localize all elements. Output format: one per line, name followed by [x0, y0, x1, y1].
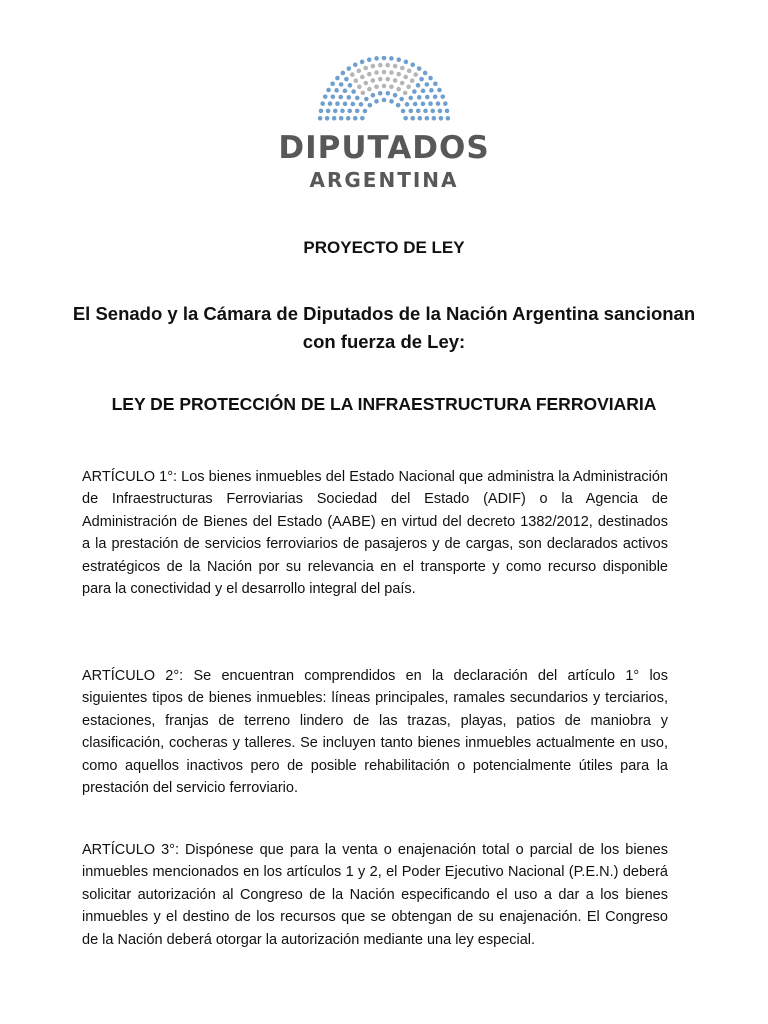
seat-dot [359, 102, 364, 107]
seat-dot [330, 81, 335, 86]
seat-dot [399, 97, 404, 102]
seat-dot [439, 116, 444, 121]
seat-dot [410, 78, 415, 83]
chamber-seats-icon [304, 56, 464, 124]
seat-dot [446, 116, 451, 121]
seat-dot [335, 76, 340, 81]
seat-dot [360, 75, 365, 80]
seat-dot [385, 77, 390, 82]
seat-dot [374, 99, 379, 104]
seat-dot [382, 98, 387, 103]
seat-dot [417, 66, 422, 71]
seat-dot [367, 87, 372, 92]
seat-dot [351, 89, 356, 94]
seat-dot [353, 116, 358, 121]
seat-dot [355, 109, 360, 114]
seat-dot [328, 101, 333, 106]
seat-dot [396, 57, 401, 62]
law-title: LEY DE PROTECCIÓN DE LA INFRAESTRUCTURA FERROVIARIA [111, 394, 657, 414]
seat-dot [410, 116, 415, 121]
seat-dot [335, 101, 340, 106]
seat-dot [339, 82, 344, 87]
seat-dot [361, 91, 366, 96]
seat-dot [346, 95, 351, 100]
seat-dot [343, 89, 348, 94]
seat-dot [423, 71, 428, 76]
seat-dot [353, 63, 358, 68]
seat-dot [389, 84, 394, 89]
seat-dot [396, 103, 401, 108]
seat-dot [355, 96, 360, 101]
seat-dot [416, 83, 421, 88]
seat-dot [346, 116, 351, 121]
document-title: PROYECTO DE LEY [303, 238, 465, 257]
seat-dot [374, 56, 379, 61]
seat-dot [405, 102, 410, 107]
seat-dot [378, 77, 383, 82]
seat-dot [367, 72, 372, 77]
seat-dot [421, 89, 426, 94]
seat-dot [430, 109, 435, 114]
seat-dot [413, 102, 418, 107]
seat-dot [438, 109, 443, 114]
seat-dot [403, 75, 408, 80]
seat-dot [406, 84, 411, 89]
seat-dot [378, 63, 383, 68]
seat-dot [400, 81, 405, 86]
seat-dot [428, 101, 433, 106]
seat-dot [443, 101, 448, 106]
seat-dot [364, 97, 369, 102]
seat-dot [413, 72, 418, 77]
article-2: ARTÍCULO 2°: Se encuentran comprendidos en la declaración del artículo 1° los siguientes tipos de bienes inmuebles: líneas principales, ramales secundarios y terciarios, estaciones, franjas de terreno lindero de las trazas, playas, patios de maniobra y clasificación, cocheras y talleres. Se incluyen tanto bienes inmuebles actualmente en uso, como aquellos inactivos pero de posible rehabilitación o potencialmente útiles para la prestación del servicio ferroviario. [82, 667, 668, 796]
seat-dot [423, 109, 428, 114]
seat-dot [393, 78, 398, 83]
seat-dot [326, 88, 331, 93]
seat-dot [419, 77, 424, 82]
seat-dot [333, 109, 338, 114]
seat-dot [371, 93, 376, 98]
seat-dot [347, 109, 352, 114]
seat-dot [323, 94, 328, 99]
seat-dot [382, 70, 387, 75]
seat-dot [347, 66, 352, 71]
seat-dot [428, 76, 433, 81]
seat-dot [371, 64, 376, 69]
seat-dot [429, 88, 434, 93]
seat-dot [403, 91, 408, 96]
seat-dot [407, 69, 412, 74]
logo-wordmark-argentina: ARGENTINA [309, 168, 459, 192]
seat-dot [389, 70, 394, 75]
seat-dot [389, 99, 394, 104]
seat-dot [367, 57, 372, 62]
seat-dot [437, 88, 442, 93]
seat-dot [432, 116, 437, 121]
seat-dot [363, 109, 368, 114]
seat-dot [339, 116, 344, 121]
seat-dot [396, 87, 401, 92]
seat-dot [319, 109, 324, 114]
seat-dot [382, 84, 387, 89]
seat-dot [417, 95, 422, 100]
seat-dot [400, 66, 405, 71]
seat-dot [396, 72, 401, 77]
seat-dot [408, 109, 413, 114]
seat-dot [357, 84, 362, 89]
seat-dot [360, 60, 365, 65]
seat-dot [343, 102, 348, 107]
seat-dot [340, 109, 345, 114]
seat-dot [341, 71, 346, 76]
seat-dot [320, 101, 325, 106]
seat-dot [404, 60, 409, 65]
seat-dot [425, 95, 430, 100]
seat-dot [403, 116, 408, 121]
seat-dot [378, 91, 383, 96]
seat-dot [408, 96, 413, 101]
seat-dot [410, 63, 415, 68]
seat-dot [344, 77, 349, 82]
seat-dot [382, 56, 387, 60]
logo-wordmark-diputados: DIPUTADOS [278, 130, 490, 166]
seat-dot [326, 109, 331, 114]
seat-dot [318, 116, 323, 121]
seat-dot [364, 81, 369, 86]
seat-dot [338, 95, 343, 100]
seat-dot [354, 78, 359, 83]
diputados-argentina-logo [0, 50, 768, 200]
seat-dot [445, 109, 450, 114]
seat-dot [356, 69, 361, 74]
seat-dot [351, 102, 356, 107]
seat-dot [332, 116, 337, 121]
seat-dot [440, 94, 445, 99]
seat-dot [368, 103, 373, 108]
seat-dot [350, 72, 355, 77]
seat-dot [360, 116, 365, 121]
seat-dot [374, 84, 379, 89]
enactment-formula: El Senado y la Cámara de Diputados de la Nación Argentina sancionan con fuerza de Ley: [72, 303, 696, 352]
seat-dot [425, 116, 430, 121]
seat-dot [425, 82, 430, 87]
seat-dot [393, 93, 398, 98]
seat-dot [385, 63, 390, 68]
seat-dot [416, 109, 421, 114]
seat-dot [433, 94, 438, 99]
seat-dot [393, 64, 398, 69]
seat-dot [385, 91, 390, 96]
seat-dot [433, 81, 438, 86]
article-3: ARTÍCULO 3°: Dispónese que para la venta o enajenación total o parcial de los bienes inmuebles mencionados en los artículos 1 y 2, el Poder Ejecutivo Nacional (P.E.N.) deberá solicitar autorización al Congreso de la Nación especificando el uso a dar a los bienes inmuebles y el destino de los recursos que se obtengan de su enajenación. El Congreso de la Nación deberá otorgar la autorización mediante una ley especial. [82, 841, 668, 948]
seat-dot [436, 101, 441, 106]
seat-dot [371, 78, 376, 83]
seat-dot [325, 116, 330, 121]
seat-dot [331, 94, 336, 99]
seat-dot [389, 56, 394, 61]
seat-dot [363, 66, 368, 71]
seat-dot [412, 89, 417, 94]
seat-dot [401, 109, 406, 114]
seat-dot [421, 102, 426, 107]
seat-dot [334, 88, 339, 93]
seat-dot [418, 116, 423, 121]
seat-dot [374, 70, 379, 75]
article-1: ARTÍCULO 1°: Los bienes inmuebles del Estado Nacional que administra la Administración de Infraestructuras Ferroviarias Sociedad del Estado (ADIF) o la Agencia de Administración de Bienes del Estado (AABE) en virtud del decreto 1382/2012, destinados a la prestación de servicios ferroviarios de pasajeros y de cargas, son declarados activos estratégicos de la Nación por su relevancia en el transporte y como recurso disponible para la conectividad y el desarrollo integral del país. [82, 468, 668, 597]
seat-dot [348, 83, 353, 88]
